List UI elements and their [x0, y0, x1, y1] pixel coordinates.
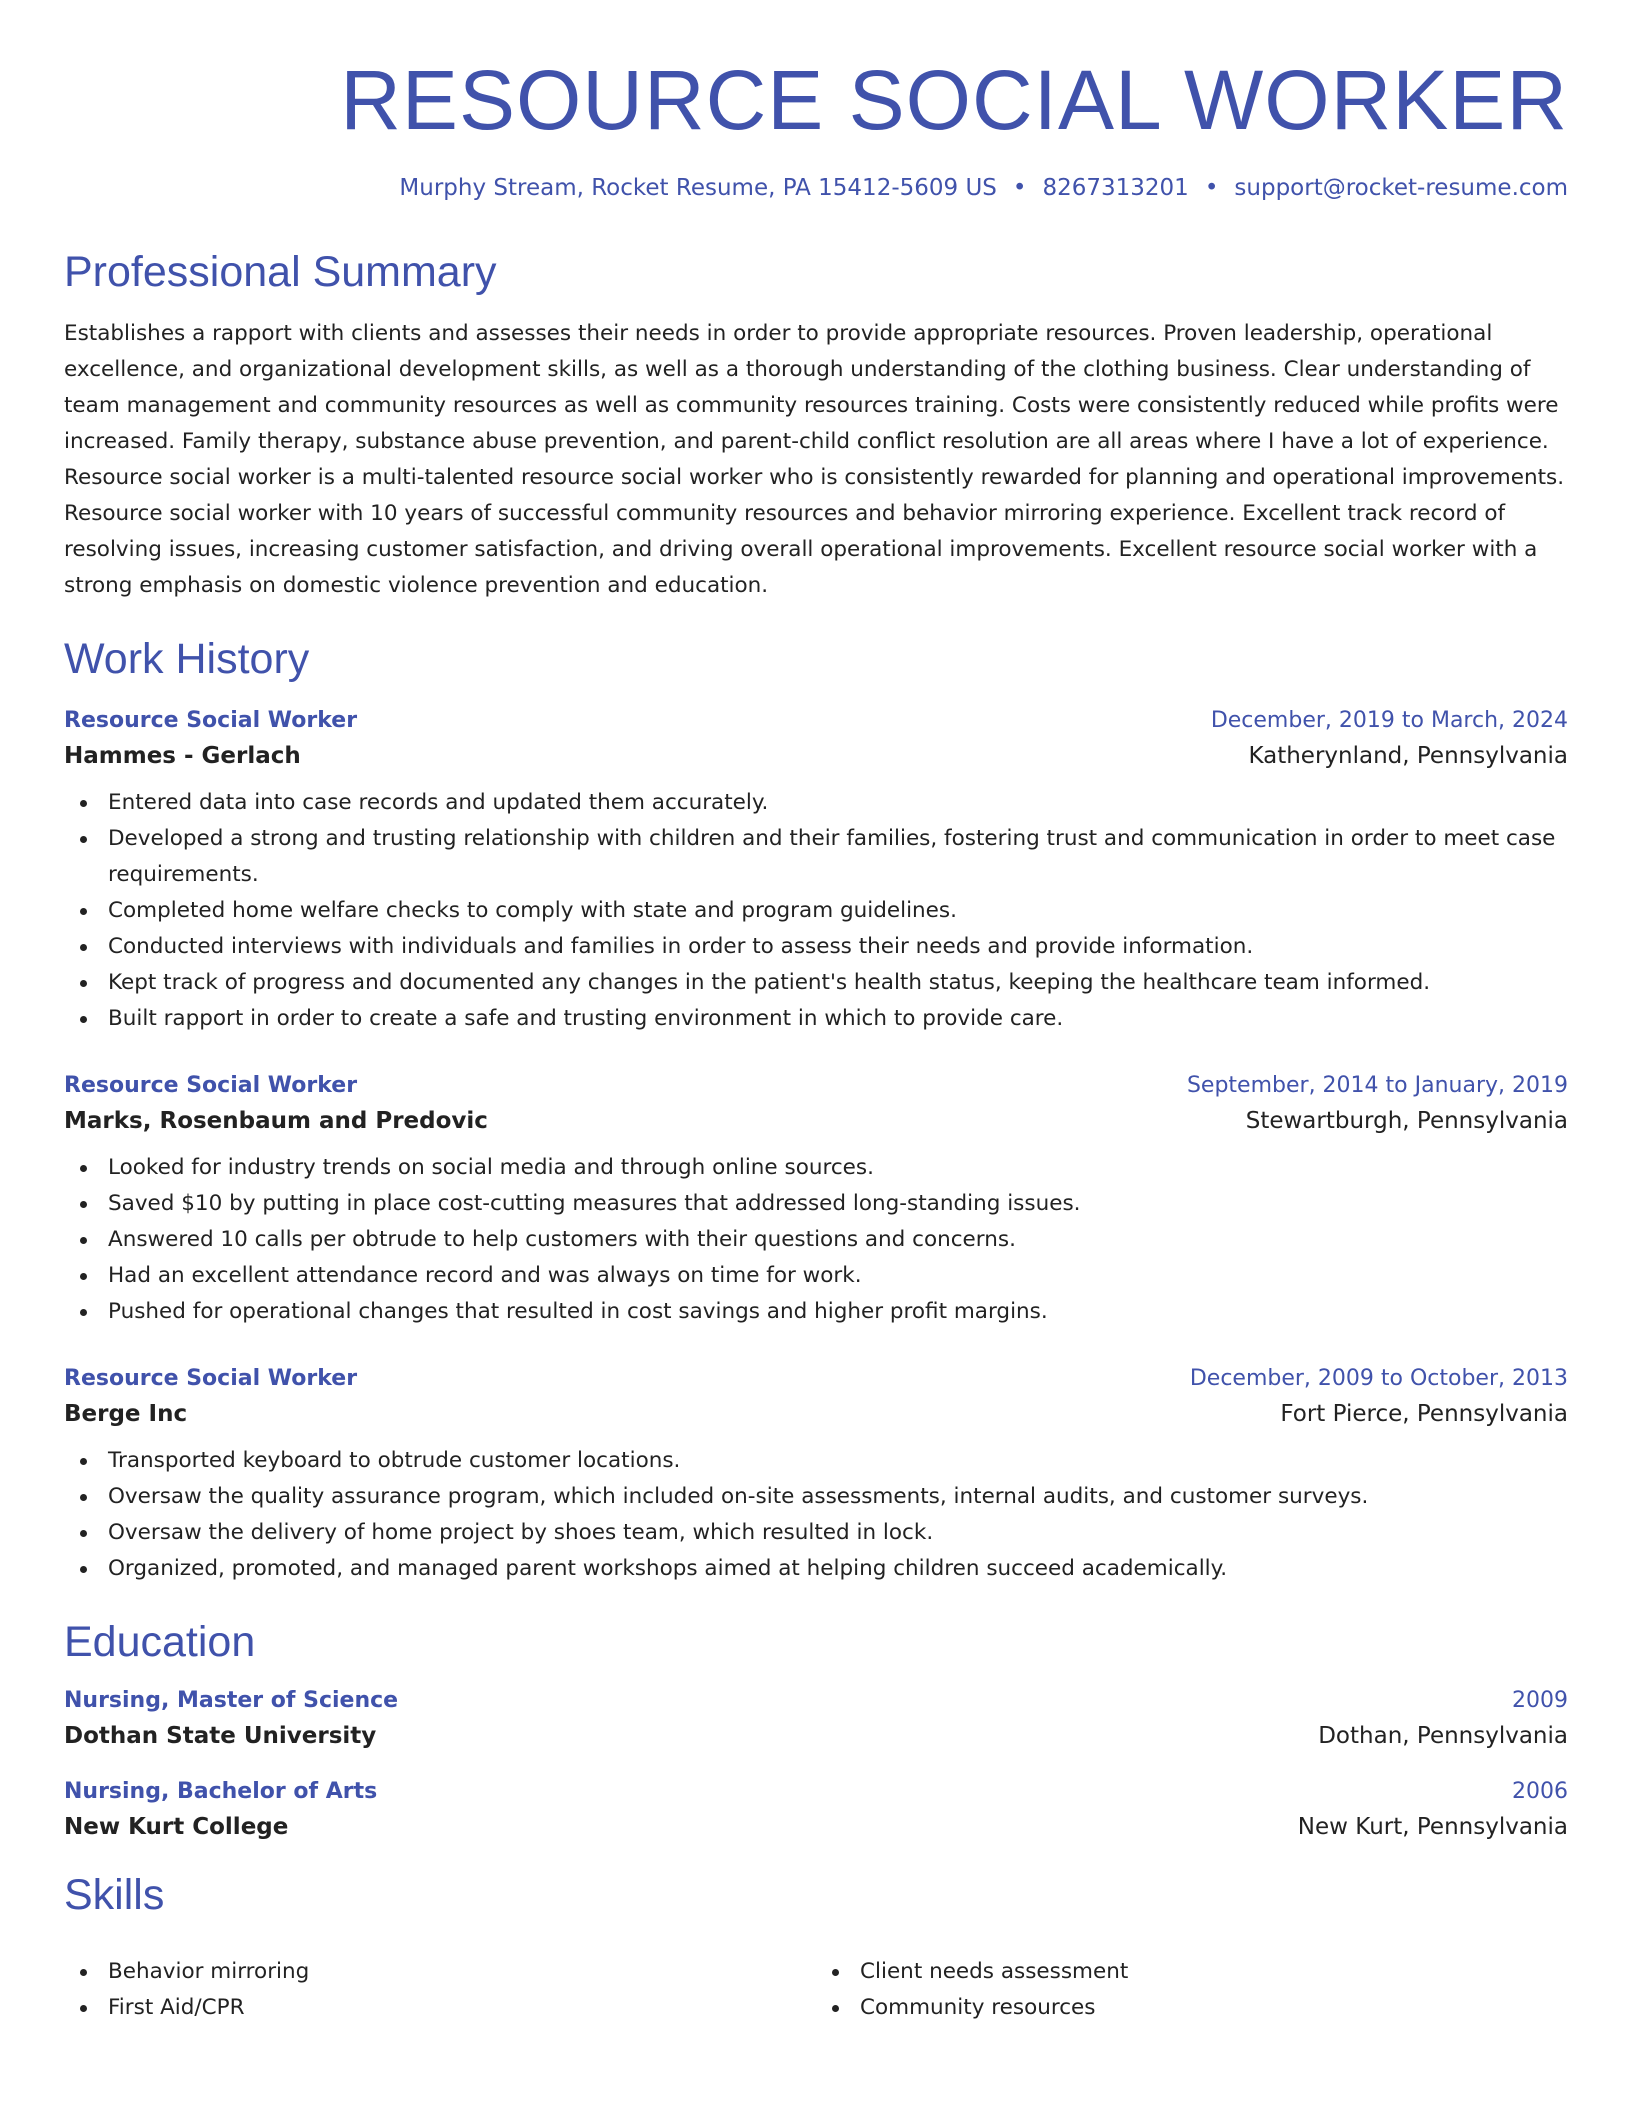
bullet-item: Organized, promoted, and managed parent workshops aimed at helping children succeed academically. — [64, 1551, 1568, 1587]
bullet-item: Answered 10 calls per obtrude to help customers with their questions and concerns. — [64, 1222, 1568, 1258]
education-year: 2009 — [1512, 1688, 1568, 1714]
job-role: Resource Social Worker — [64, 1365, 358, 1391]
bullet-item: Had an excellent attendance record and was always on time for work. — [64, 1258, 1568, 1294]
contact-line — [64, 175, 1568, 201]
work-history-heading: Work History — [64, 635, 310, 684]
job-bullets — [64, 785, 1568, 1037]
contact-address: Murphy Stream, Rocket Resume, PA 15412-5609 US — [399, 174, 997, 201]
job-dates: September, 2014 to January, 2019 — [1186, 1072, 1568, 1098]
job-company: Hammes - Gerlach — [64, 742, 301, 769]
skills-list — [64, 1938, 1568, 2026]
job-location: Katherynland, Pennsylvania — [1248, 742, 1568, 769]
education-location: Dothan, Pennsylvania — [1318, 1723, 1568, 1750]
job-role: Resource Social Worker — [64, 1072, 358, 1098]
bullet-item: Developed a strong and trusting relationship with children and their families, fostering trust and communication in order to meet case requirements. — [64, 821, 1568, 893]
resume-header — [64, 0, 1568, 201]
education-school: New Kurt College — [64, 1814, 289, 1841]
contact-separator: • — [1012, 174, 1027, 201]
bullet-item: Kept track of progress and documented any changes in the patient's health status, keeping the healthcare team informed. — [64, 965, 1568, 1001]
education-entry — [64, 1688, 1568, 1749]
skills-column-left — [64, 1954, 816, 2026]
bullet-item: Oversaw the quality assurance program, which included on-site assessments, internal audits, and customer surveys. — [64, 1479, 1568, 1515]
job-bullets — [64, 1150, 1568, 1330]
job-entry — [64, 708, 1568, 1037]
bullet-item: Looked for industry trends on social media and through online sources. — [64, 1150, 1568, 1186]
education-school: Dothan State University — [64, 1723, 377, 1750]
job-dates: December, 2019 to March, 2024 — [1210, 707, 1568, 733]
summary-text: Establishes a rapport with clients and assesses their needs in order to provide appropriate resources. Proven leadership, operational excellence, and organizational development skills, as well as a thorough understanding of the clothing business. Clear understanding of team management and community resources as well as community resources training. Costs were consistently reduced while profits were increased. Family therapy, substance abuse prevention, and parent-child conflict resolution are all areas where I have a lot of experience. Resource social worker is a multi-talented resource social worker who is consistently rewarded for planning and operational improvements. Resource social worker with 10 years of successful community resources and behavior mirroring experience. Excellent track record of resolving issues, increasing customer satisfaction, and driving overall operational improvements. Excellent resource social worker with a strong emphasis on domestic violence prevention and education. — [64, 321, 1565, 599]
bullet-item: Built rapport in order to create a safe and trusting environment in which to provide care. — [64, 1001, 1568, 1037]
education-degree: Nursing, Bachelor of Arts — [64, 1779, 378, 1805]
skills-column-right — [816, 1954, 1568, 2026]
job-dates: December, 2009 to October, 2013 — [1189, 1365, 1568, 1391]
skill-item: Community resources — [816, 1990, 1568, 2026]
education-heading: Education — [64, 1617, 256, 1666]
job-company: Berge Inc — [64, 1400, 188, 1427]
education-degree: Nursing, Master of Science — [64, 1688, 399, 1714]
bullet-item: Entered data into case records and updated them accurately. — [64, 785, 1568, 821]
skills-heading: Skills — [64, 1871, 165, 1920]
bullet-item: Transported keyboard to obtrude customer locations. — [64, 1443, 1568, 1479]
job-company: Marks, Rosenbaum and Predovic — [64, 1107, 488, 1134]
bullet-item: Saved $10 by putting in place cost-cutting measures that addressed long-standing issues. — [64, 1186, 1568, 1222]
job-role: Resource Social Worker — [64, 707, 358, 733]
job-bullets — [64, 1443, 1568, 1587]
job-entry — [64, 1073, 1568, 1330]
bullet-item: Completed home welfare checks to comply with state and program guidelines. — [64, 893, 1568, 929]
bullet-item: Pushed for operational changes that resulted in cost savings and higher profit margins. — [64, 1294, 1568, 1330]
contact-separator: • — [1204, 174, 1219, 201]
bullet-item: Conducted interviews with individuals and families in order to assess their needs and provide information. — [64, 929, 1568, 965]
education-location: New Kurt, Pennsylvania — [1297, 1814, 1568, 1841]
job-entry — [64, 1366, 1568, 1587]
contact-phone: 8267313201 — [1042, 174, 1189, 201]
skill-item: Behavior mirroring — [64, 1954, 816, 1990]
resume-name: RESOURCE SOCIAL WORKER — [340, 53, 1568, 147]
contact-email: support@rocket-resume.com — [1234, 174, 1568, 201]
education-year: 2006 — [1512, 1779, 1568, 1805]
skill-item: Client needs assessment — [816, 1954, 1568, 1990]
job-location: Fort Pierce, Pennsylvania — [1280, 1400, 1568, 1427]
skill-item: First Aid/CPR — [64, 1990, 816, 2026]
education-entry — [64, 1779, 1568, 1840]
summary-heading: Professional Summary — [64, 247, 497, 296]
bullet-item: Oversaw the delivery of home project by shoes team, which resulted in lock. — [64, 1515, 1568, 1551]
job-location: Stewartburgh, Pennsylvania — [1245, 1107, 1568, 1134]
